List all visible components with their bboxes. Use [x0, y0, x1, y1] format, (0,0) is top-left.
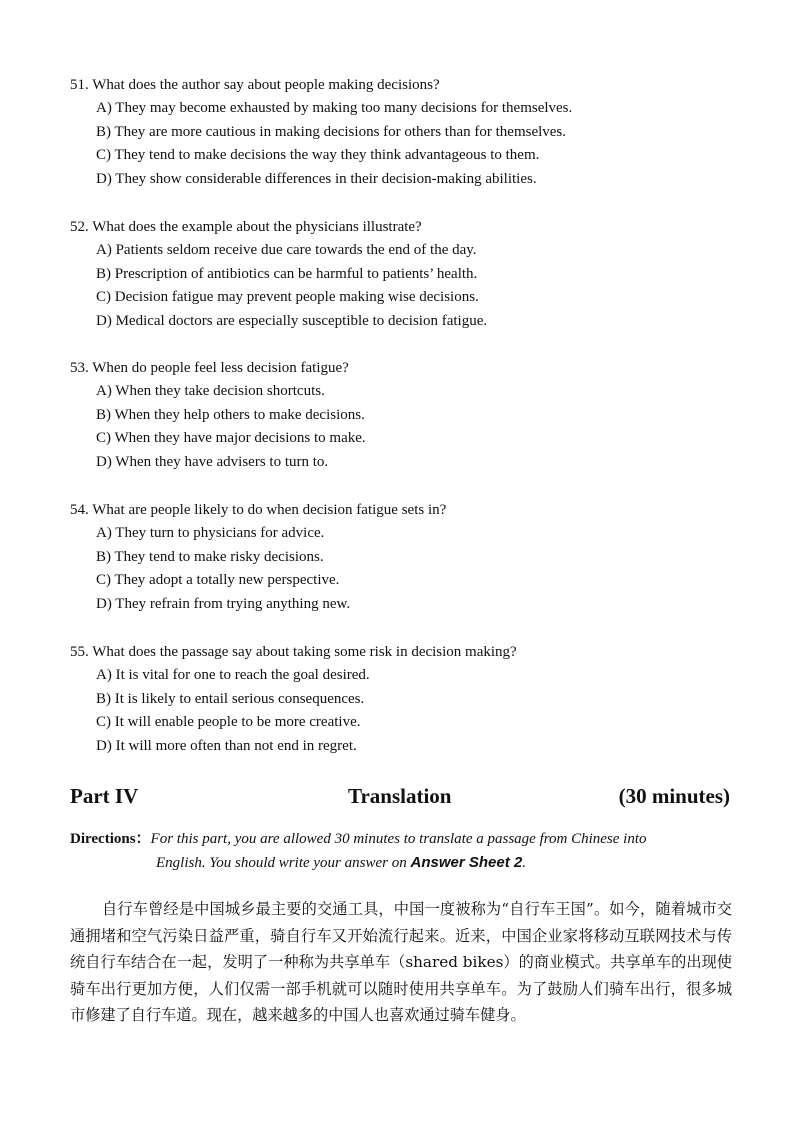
- question-stem: 53. When do people feel less decision fatigue?: [70, 360, 349, 376]
- option-a: A) It is vital for one to reach the goal desired.: [96, 667, 370, 683]
- directions-label: Directions：: [70, 831, 151, 847]
- option-list: [70, 97, 750, 191]
- answer-sheet-reference: Answer Sheet 2: [410, 854, 523, 871]
- part-title: Part IV: [70, 784, 139, 808]
- option-d: D) Medical doctors are especially susceptible to decision fatigue.: [96, 312, 488, 329]
- part-name: Translation: [348, 784, 452, 808]
- question-53: [70, 356, 750, 474]
- option-list: [70, 664, 750, 758]
- option-b: B) It is likely to entail serious consequences.: [96, 690, 365, 707]
- option-d: D) They show considerable differences in their decision-making abilities.: [96, 170, 537, 187]
- option-a: A) When they take decision shortcuts.: [96, 383, 325, 399]
- question-stem: 51. What does the author say about people making decisions?: [70, 77, 440, 93]
- question-54: [70, 498, 750, 616]
- question-stem: 54. What are people likely to do when decision fatigue sets in?: [70, 502, 447, 518]
- question-51: [70, 73, 750, 191]
- directions-text-1: For this part, you are allowed 30 minutes to translate a passage from Chinese into: [150, 831, 647, 847]
- option-c: C) It will enable people to be more creative.: [96, 714, 361, 731]
- directions-period: .: [522, 855, 526, 871]
- option-b: B) They tend to make risky decisions.: [96, 548, 324, 565]
- option-d: D) It will more often than not end in regret.: [96, 737, 357, 754]
- option-b: B) When they help others to make decisions.: [96, 406, 365, 423]
- option-c: C) They tend to make decisions the way they think advantageous to them.: [96, 147, 540, 164]
- option-list: [70, 380, 750, 474]
- option-b: B) They are more cautious in making decisions for others than for themselves.: [96, 123, 567, 140]
- part-header: [70, 784, 730, 810]
- directions: [70, 828, 730, 875]
- option-c: C) They adopt a totally new perspective.: [96, 572, 340, 589]
- option-a: A) They may become exhausted by making too many decisions for themselves.: [96, 100, 573, 116]
- option-list: [70, 239, 750, 333]
- part-time-limit: (30 minutes): [618, 784, 730, 808]
- option-b: B) Prescription of antibiotics can be harmful to patients’ health.: [96, 265, 478, 282]
- option-c: C) When they have major decisions to make.: [96, 430, 366, 447]
- directions-text-2: English. You should write your answer on: [156, 855, 407, 871]
- option-d: D) They refrain from trying anything new.: [96, 595, 351, 612]
- option-a: A) Patients seldom receive due care towards the end of the day.: [96, 242, 477, 258]
- option-c: C) Decision fatigue may prevent people making wise decisions.: [96, 289, 479, 306]
- directions-line-2: [70, 851, 730, 875]
- question-52: [70, 215, 750, 333]
- option-a: A) They turn to physicians for advice.: [96, 525, 325, 541]
- question-stem: 52. What does the example about the physicians illustrate?: [70, 219, 422, 235]
- option-list: [70, 522, 750, 616]
- option-d: D) When they have advisers to turn to.: [96, 453, 329, 470]
- question-55: [70, 640, 750, 758]
- translation-passage: 自行车曾经是中国城乡最主要的交通工具，中国一度被称为“自行车王国”。如今，随着城市交通拥堵和空气污染日益严重，骑自行车又开始流行起来。近来，中国企业家将移动互联网技术与传统自行车结合在一起，发明了一种称为共享单车（shared bikes）的商业模式。共享单车的出现使骑车出行更加方便，人们仅需一部手机就可以随时使用共享单车。为了鼓励人们骑车出行，很多城市修建了自行车道。现在，越来越多的中国人也喜欢通过骑车健身。: [70, 900, 732, 1024]
- directions-line-1: [70, 828, 730, 851]
- question-stem: 55. What does the passage say about taking some risk in decision making?: [70, 644, 517, 660]
